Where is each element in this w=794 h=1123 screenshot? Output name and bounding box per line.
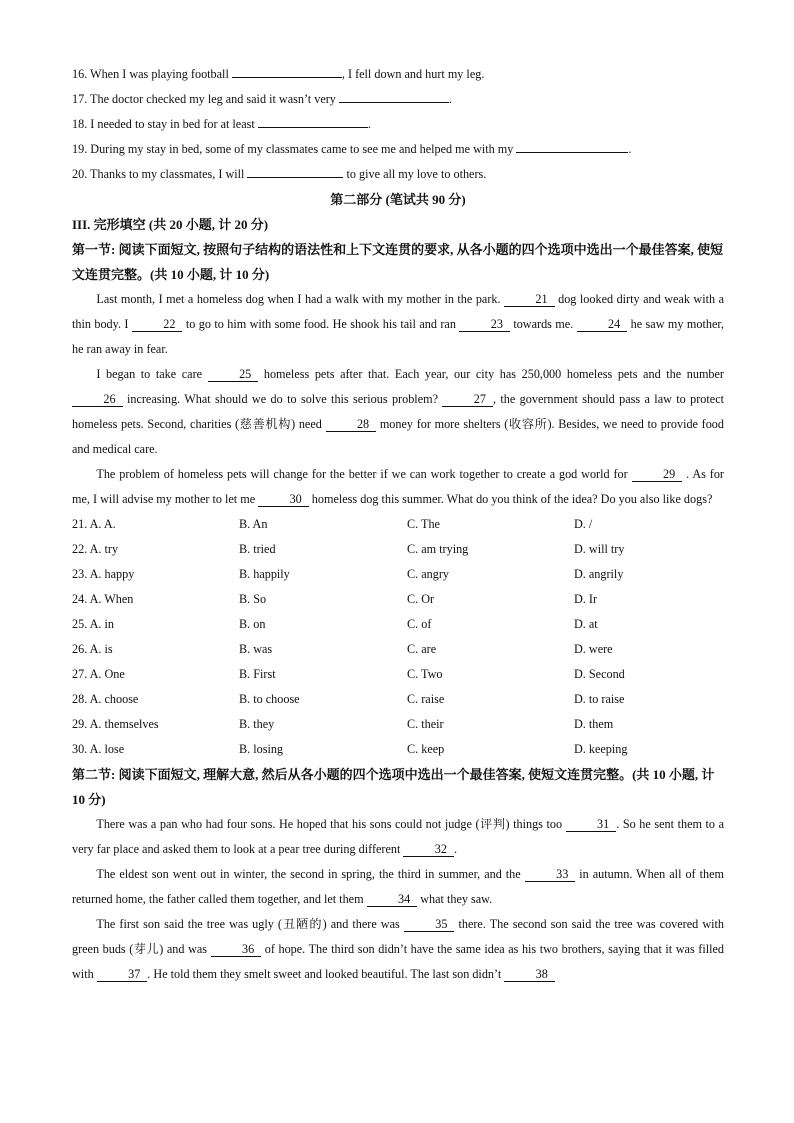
option-a[interactable]: 25. A. in — [72, 617, 114, 631]
option-b[interactable]: B. on — [239, 617, 266, 631]
options-list — [72, 512, 724, 762]
option-d[interactable]: D. will try — [574, 542, 625, 556]
question-19: 19. During my stay in bed, some of my classmates came to see me and helped me with my . — [72, 137, 724, 162]
option-c[interactable]: C. am trying — [407, 542, 469, 556]
blank-32[interactable]: 32 — [403, 842, 454, 857]
option-b[interactable]: B. So — [239, 592, 267, 606]
option-b[interactable]: B. An — [239, 517, 268, 531]
blank-23[interactable]: 23 — [459, 317, 510, 332]
option-a[interactable]: 24. A. When — [72, 592, 134, 606]
option-b[interactable]: B. to choose — [239, 692, 300, 706]
passage-2-paragraph-1: There was a pan who had four sons. He hoped that his sons could not judge (评判) things too 31 . So he sent them to a very far place and asked them to look at a pear tree during different 32 . — [72, 817, 724, 856]
question-16: 16. When I was playing football , I fell down and hurt my leg. — [72, 62, 724, 87]
blank-21[interactable]: 21 — [504, 292, 555, 307]
answer-blank[interactable] — [258, 113, 368, 128]
option-a[interactable]: 28. A. choose — [72, 692, 139, 706]
blank-28[interactable]: 28 — [326, 417, 377, 432]
option-b[interactable]: B. happily — [239, 567, 290, 581]
answer-blank[interactable] — [516, 138, 628, 153]
question-17: 17. The doctor checked my leg and said it wasn’t very . — [72, 87, 724, 112]
question-20: 20. Thanks to my classmates, I will to give all my love to others. — [72, 162, 724, 187]
option-d[interactable]: D. / — [574, 517, 593, 531]
blank-31[interactable]: 31 — [566, 817, 617, 832]
option-row-29 — [72, 712, 724, 737]
answer-blank[interactable] — [339, 88, 449, 103]
option-row-25 — [72, 612, 724, 637]
option-a[interactable]: 30. A. lose — [72, 742, 125, 756]
answer-blank[interactable] — [232, 63, 342, 78]
option-a[interactable]: 26. A. is — [72, 642, 113, 656]
blank-24[interactable]: 24 — [577, 317, 628, 332]
passage-1-paragraph-1: Last month, I met a homeless dog when I had a walk with my mother in the park. 21 dog looked dirty and weak with a thin body. I 22 to go to him with some food. He shook his tail and ran 23 towards me. 24 he saw my mother, he ran away in fear. — [72, 292, 725, 356]
option-a[interactable]: 27. A. One — [72, 667, 125, 681]
option-d[interactable]: D. to raise — [574, 692, 625, 706]
option-d[interactable]: D. at — [574, 617, 598, 631]
option-row-30 — [72, 737, 724, 762]
option-d[interactable]: D. them — [574, 717, 614, 731]
blank-35[interactable]: 35 — [404, 917, 455, 932]
passage-1-paragraph-2: I began to take care 25 homeless pets after that. Each year, our city has 250,000 homeless pets and the number 26 increasing. What should we do to solve this serious problem? 27 , the government should pass a law to protect homeless pets. Second, charities (慈善机构) need 28 money for more shelters (收容所). Besides, we need to provide food and medical care. — [72, 367, 724, 456]
option-c[interactable]: C. raise — [407, 692, 445, 706]
option-b[interactable]: B. losing — [239, 742, 284, 756]
subsection-1-title: 第一节: 阅读下面短文, 按照句子结构的语法性和上下文连贯的要求, 从各小题的四个选项中选出一个最佳答案, 使短文连贯完整。(共 10 小题, 计 10 分) — [72, 242, 724, 282]
option-d[interactable]: D. angrily — [574, 567, 624, 581]
option-c[interactable]: C. are — [407, 642, 437, 656]
option-b[interactable]: B. was — [239, 642, 273, 656]
blank-25[interactable]: 25 — [208, 367, 259, 382]
option-d[interactable]: D. were — [574, 642, 613, 656]
subsection-2-title: 第二节: 阅读下面短文, 理解大意, 然后从各小题的四个选项中选出一个最佳答案, 使短文连贯完整。(共 10 小题, 计 10 分) — [72, 767, 715, 807]
option-a[interactable]: 29. A. themselves — [72, 717, 159, 731]
option-c[interactable]: C. their — [407, 717, 444, 731]
option-b[interactable]: B. First — [239, 667, 276, 681]
blank-36[interactable]: 36 — [211, 942, 262, 957]
option-c[interactable]: C. angry — [407, 567, 449, 581]
option-row-28 — [72, 687, 724, 712]
option-a[interactable]: 23. A. happy — [72, 567, 135, 581]
option-row-21 — [72, 512, 724, 537]
option-b[interactable]: B. they — [239, 717, 275, 731]
part-title: 第二部分 (笔试共 90 分) — [330, 192, 466, 207]
option-d[interactable]: D. keeping — [574, 742, 628, 756]
option-row-22 — [72, 537, 724, 562]
question-18: 18. I needed to stay in bed for at least . — [72, 112, 724, 137]
option-d[interactable]: D. Ir — [574, 592, 598, 606]
option-row-27 — [72, 662, 724, 687]
option-a[interactable]: 21. A. A. — [72, 517, 116, 531]
blank-30[interactable]: 30 — [258, 492, 309, 507]
blank-26[interactable]: 26 — [72, 392, 123, 407]
option-row-23 — [72, 562, 724, 587]
option-row-24 — [72, 587, 724, 612]
option-c[interactable]: C. Or — [407, 592, 435, 606]
option-a[interactable]: 22. A. try — [72, 542, 119, 556]
option-b[interactable]: B. tried — [239, 542, 276, 556]
option-c[interactable]: C. keep — [407, 742, 445, 756]
blank-38[interactable]: 38 — [504, 967, 555, 982]
passage-2-paragraph-2: The eldest son went out in winter, the second in spring, the third in summer, and the 33 in autumn. When all of them returned home, the father called them together, and let them 34 what they saw. — [72, 867, 724, 906]
option-c[interactable]: C. The — [407, 517, 440, 531]
blank-34[interactable]: 34 — [367, 892, 418, 907]
passage-1-paragraph-3: The problem of homeless pets will change for the better if we can work together to create a god world for 29 . As for me, I will advise my mother to let me 30 homeless dog this summer. What do you think of the idea? Do you also like dogs? — [72, 467, 724, 506]
option-row-26 — [72, 637, 724, 662]
blank-37[interactable]: 37 — [97, 967, 148, 982]
option-c[interactable]: C. of — [407, 617, 432, 631]
blank-29[interactable]: 29 — [632, 467, 683, 482]
passage-2-paragraph-3: The first son said the tree was ugly (丑陋的) and there was 35 there. The second son said the tree was covered with green buds (芽儿) and was 36 of hope. The third son didn’t have the same idea as his two brothers, saying that it was filled with 37 . He told them they smelt sweet and looked beautiful. The last son didn’t 38 — [72, 917, 725, 981]
blank-27[interactable]: 27 — [442, 392, 493, 407]
exam-page — [72, 62, 724, 987]
answer-blank[interactable] — [247, 163, 343, 178]
section-title: III. 完形填空 (共 20 小题, 计 20 分) — [72, 217, 269, 232]
blank-22[interactable]: 22 — [132, 317, 183, 332]
option-d[interactable]: D. Second — [574, 667, 625, 681]
blank-33[interactable]: 33 — [525, 867, 576, 882]
option-c[interactable]: C. Two — [407, 667, 443, 681]
